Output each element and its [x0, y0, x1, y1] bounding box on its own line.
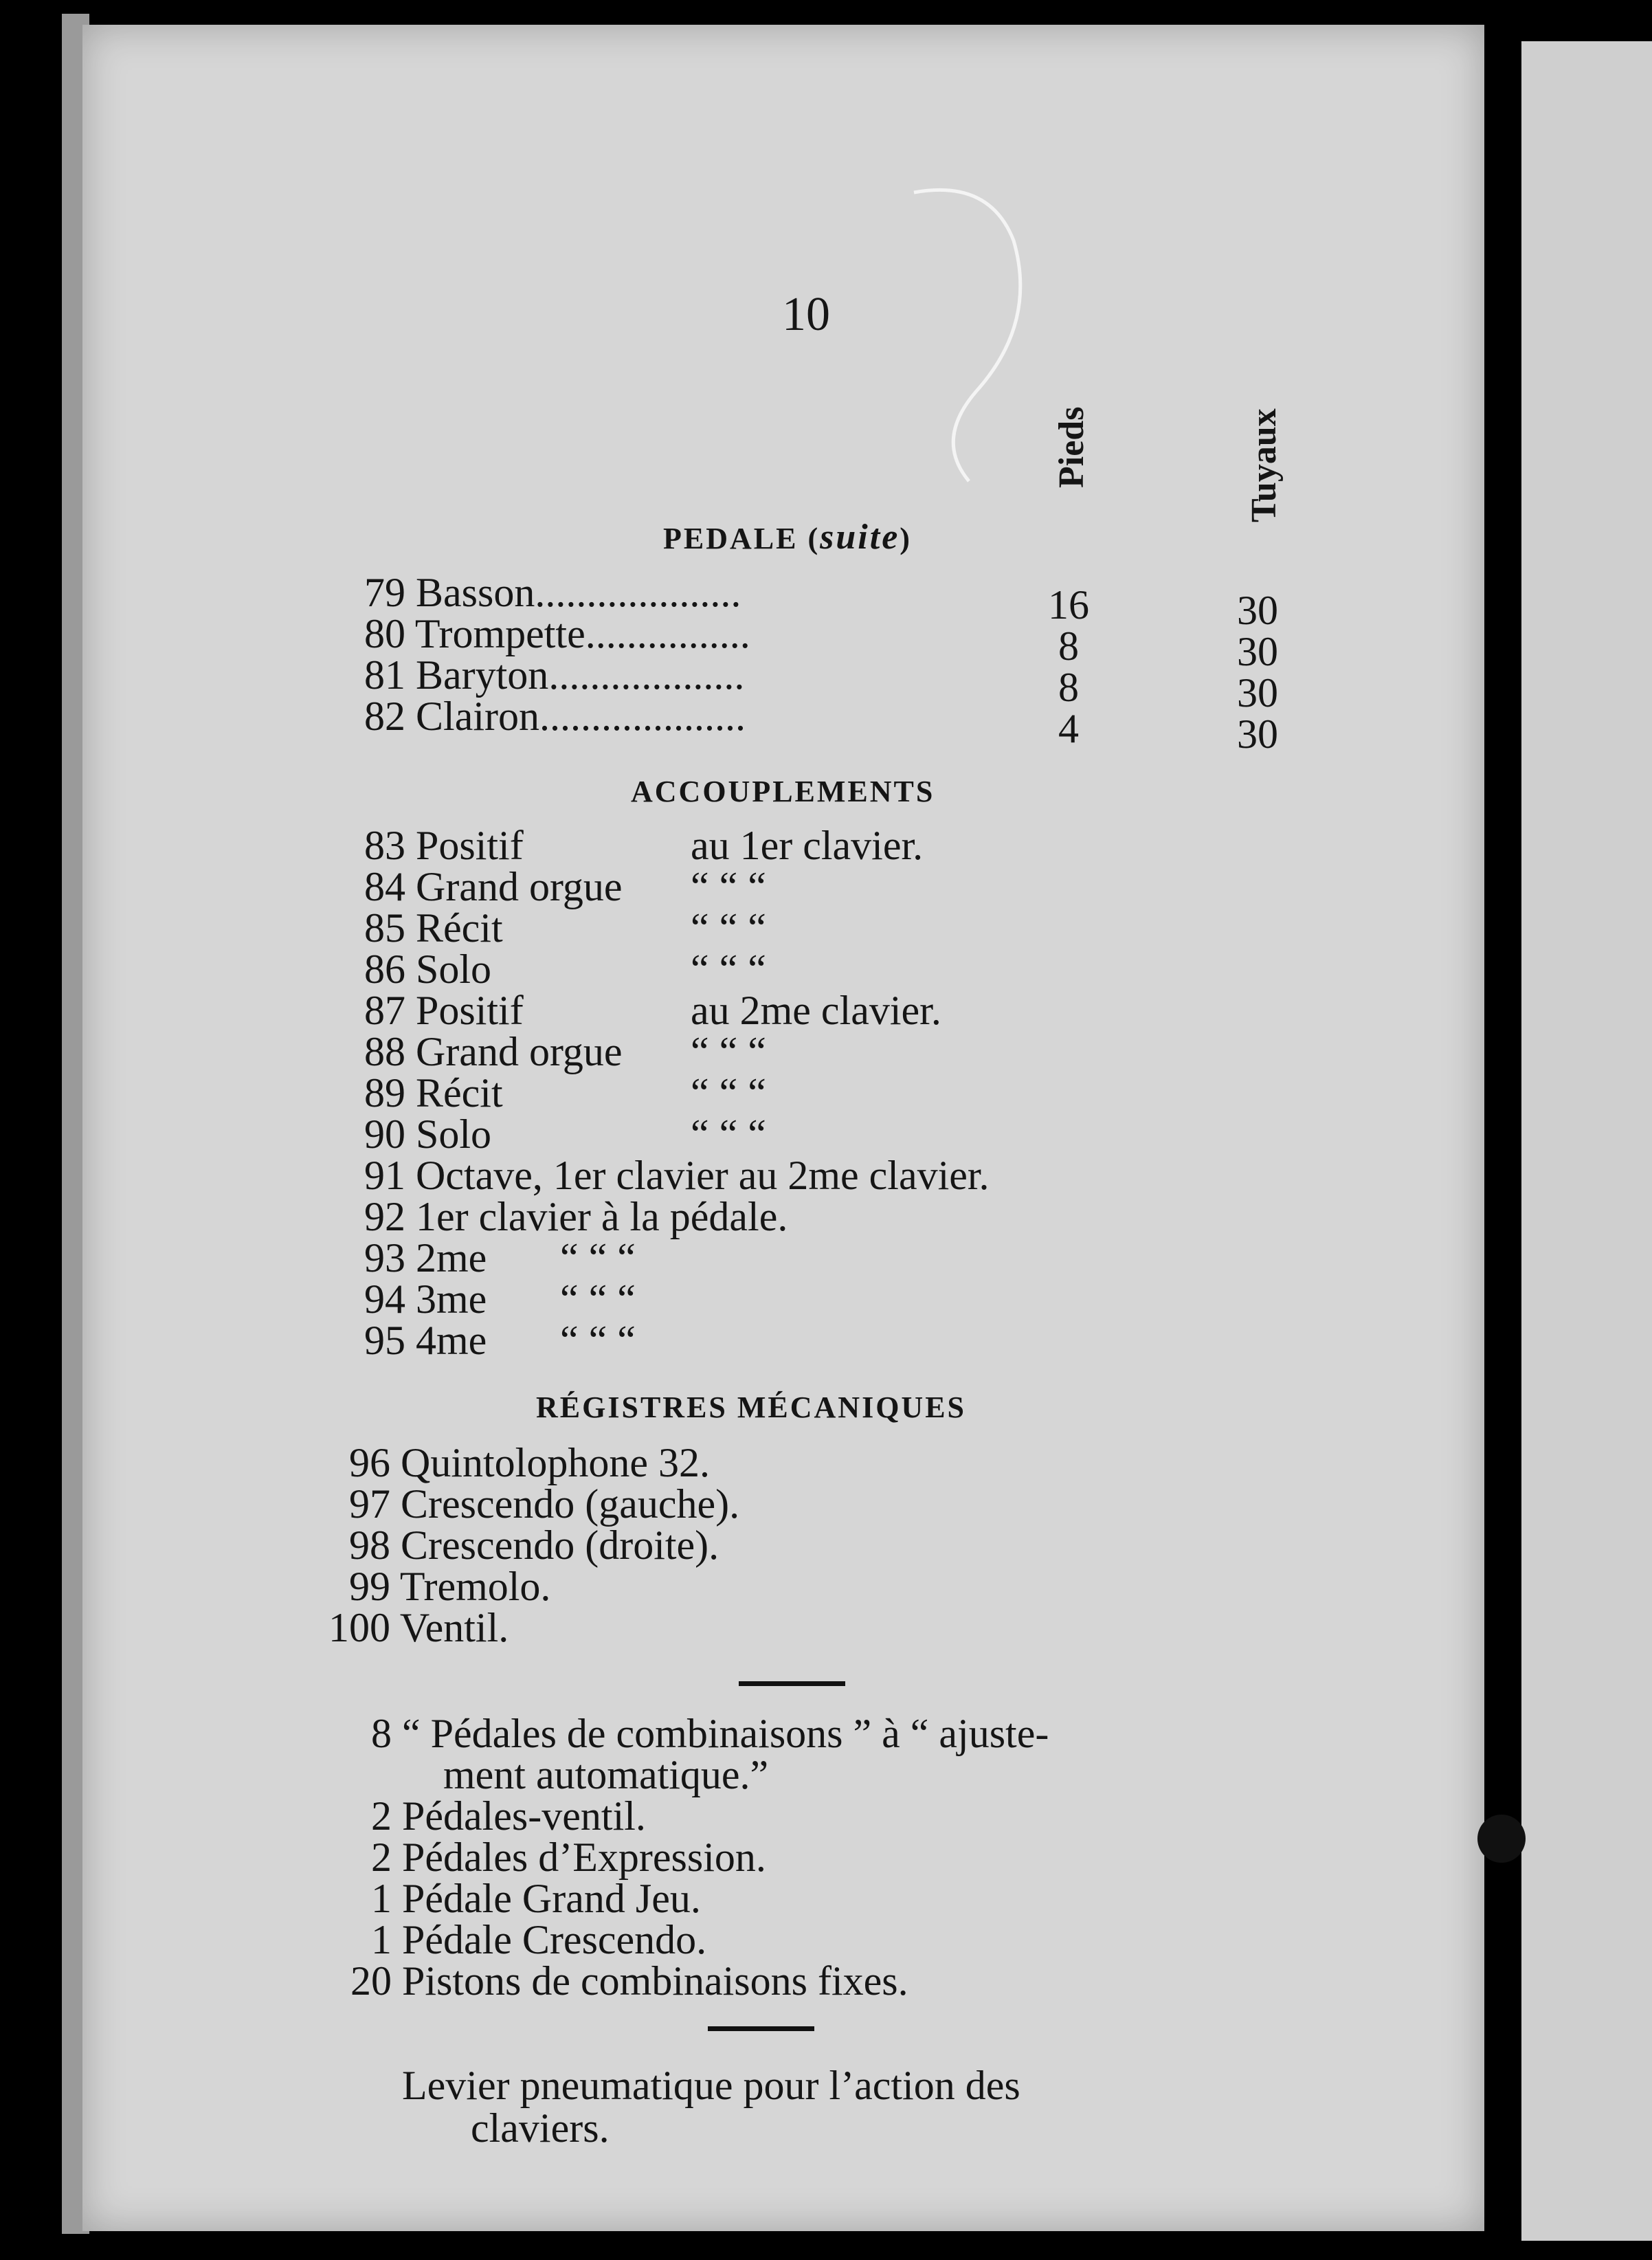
- coupler-name: Grand orgue: [416, 1029, 623, 1074]
- accessories-list: [337, 1713, 1049, 2002]
- accessory-text: ment automatique.”: [443, 1752, 769, 1797]
- accessory-row: [337, 1960, 1049, 2002]
- facing-page-strip: [1521, 41, 1652, 2241]
- coupler-row: [350, 946, 990, 992]
- coupler-detail: “ “ “: [691, 1070, 766, 1116]
- register-row: [328, 1483, 739, 1525]
- accessory-row: [337, 1919, 1049, 1960]
- coupler-detail: “ “ “: [560, 1318, 636, 1363]
- section-heading-pedale: PEDALE (suite): [663, 518, 912, 557]
- stop-row: [357, 654, 750, 696]
- footer-note-line2: claviers.: [471, 2105, 610, 2151]
- feet-value: 16: [1048, 582, 1089, 628]
- coupler-detail: “ “ “: [691, 864, 766, 909]
- coupler-number: 89: [364, 1070, 405, 1116]
- accessory-text: Pédales-ventil.: [402, 1793, 646, 1839]
- section-heading-registres: RÉGISTRES MÉCANIQUES: [536, 1391, 967, 1424]
- register-row: [328, 1522, 739, 1568]
- coupler-name: 1er clavier à la pédale.: [416, 1194, 788, 1239]
- coupler-number: 90: [364, 1111, 405, 1157]
- register-number: 99: [349, 1564, 390, 1609]
- register-name: Crescendo (gauche).: [401, 1481, 740, 1527]
- coupler-row: [350, 1278, 990, 1320]
- register-row: [328, 1607, 739, 1648]
- accessory-row: [337, 1837, 1049, 1878]
- coupler-name: 4me: [416, 1318, 487, 1363]
- accouplements-list: [350, 825, 990, 1361]
- accessory-text: Pédale Crescendo.: [402, 1917, 707, 1962]
- coupler-number: 93: [364, 1235, 405, 1281]
- stop-row: [357, 572, 750, 613]
- coupler-row: [350, 907, 990, 949]
- leader-dots: ....................: [535, 570, 741, 615]
- pipes-value: 30: [1237, 588, 1278, 633]
- pencil-mark: [893, 186, 1045, 488]
- coupler-name: Grand orgue: [416, 864, 623, 909]
- accessory-quantity: 1: [371, 1917, 392, 1962]
- stop-name: Clairon: [416, 694, 539, 739]
- accessory-text: “ Pédales de combinaisons ” à “ ajuste-: [402, 1711, 1049, 1756]
- register-name: Crescendo (droite).: [401, 1522, 719, 1568]
- leader-dots: ................: [585, 611, 750, 656]
- register-number: 98: [349, 1522, 390, 1568]
- stop-name: Baryton: [416, 652, 549, 698]
- coupler-number: 87: [364, 988, 405, 1033]
- register-number: 100: [328, 1605, 390, 1650]
- accessory-quantity: 20: [350, 1958, 392, 2004]
- coupler-number: 88: [364, 1029, 405, 1074]
- accessory-row: [337, 1878, 1049, 1919]
- coupler-detail: “ “ “: [691, 1029, 766, 1074]
- section-divider: [739, 1681, 845, 1686]
- pipes-value: 30: [1237, 629, 1278, 674]
- stop-name: Trompette: [414, 611, 585, 656]
- coupler-detail: “ “ “: [560, 1276, 636, 1322]
- feet-value: 8: [1058, 665, 1079, 710]
- accessory-text: Pédale Grand Jeu.: [402, 1876, 701, 1921]
- coupler-detail: au 2me clavier.: [691, 988, 941, 1033]
- stop-number: 79: [364, 570, 405, 615]
- accessory-quantity: 1: [371, 1876, 392, 1921]
- coupler-number: 91: [364, 1153, 405, 1198]
- column-header-tuyaux: Tuyaux: [1244, 408, 1284, 522]
- feet-value: 8: [1058, 623, 1079, 669]
- coupler-name: 3me: [416, 1276, 487, 1322]
- coupler-number: 86: [364, 946, 405, 992]
- register-row: [328, 1566, 739, 1607]
- coupler-number: 84: [364, 864, 405, 909]
- pipes-value: 30: [1237, 670, 1278, 716]
- binding-clip: [1477, 1815, 1526, 1863]
- heading-pedale-text: PEDALE: [663, 522, 799, 555]
- coupler-row: [350, 1031, 990, 1072]
- coupler-row: [350, 1235, 990, 1281]
- coupler-row: [350, 1320, 990, 1361]
- coupler-name: 2me: [416, 1235, 487, 1281]
- feet-column: [1034, 584, 1103, 749]
- footer-note-line1: Levier pneumatique pour l’action des: [402, 2063, 1020, 2108]
- register-name: Ventil.: [399, 1605, 509, 1650]
- register-name: Quintolophone 32.: [401, 1440, 710, 1485]
- register-number: 96: [349, 1440, 390, 1485]
- coupler-row: [350, 990, 990, 1031]
- coupler-name: Récit: [416, 1070, 503, 1116]
- coupler-name: Positif: [416, 988, 524, 1033]
- coupler-name: Solo: [416, 1111, 492, 1157]
- pipes-column: [1223, 590, 1292, 755]
- coupler-number: 94: [364, 1276, 405, 1322]
- column-header-pieds: Pieds: [1052, 406, 1091, 488]
- leader-dots: ...................: [548, 652, 745, 698]
- coupler-number: 92: [364, 1194, 405, 1239]
- page-number: 10: [782, 288, 830, 341]
- coupler-row: [350, 866, 990, 907]
- coupler-detail: “ “ “: [560, 1235, 636, 1281]
- coupler-detail: au 1er clavier.: [691, 823, 924, 868]
- coupler-row: [350, 825, 990, 866]
- coupler-detail: “ “ “: [691, 1111, 766, 1157]
- register-name: Tremolo.: [399, 1564, 551, 1609]
- coupler-number: 85: [364, 905, 405, 951]
- accessory-text: Pistons de combinaisons fixes.: [402, 1958, 908, 2004]
- accessory-text: Pédales d’Expression.: [402, 1835, 766, 1880]
- register-row: [328, 1442, 739, 1483]
- coupler-detail: “ “ “: [691, 905, 766, 951]
- stop-number: 82: [364, 694, 405, 739]
- stop-number: 81: [364, 652, 405, 698]
- accessory-quantity: 2: [371, 1835, 392, 1880]
- coupler-name: Positif: [416, 823, 524, 868]
- registres-list: [328, 1442, 739, 1648]
- coupler-row: [350, 1072, 990, 1114]
- accessory-quantity: 8: [371, 1711, 392, 1756]
- stop-row: [357, 613, 750, 654]
- heading-pedale-suffix: suite: [820, 518, 900, 557]
- stop-name: Basson: [416, 570, 535, 615]
- coupler-row: [350, 1111, 990, 1157]
- coupler-name: Récit: [416, 905, 503, 951]
- coupler-detail: “ “ “: [691, 946, 766, 992]
- coupler-row: [350, 1155, 990, 1196]
- coupler-row: [350, 1196, 990, 1237]
- accessory-quantity: 2: [371, 1793, 392, 1839]
- stop-number: 80: [364, 611, 405, 656]
- coupler-name: Solo: [416, 946, 492, 992]
- register-number: 97: [349, 1481, 390, 1527]
- feet-value: 4: [1058, 706, 1079, 751]
- stop-row: [357, 696, 750, 737]
- section-divider: [708, 2026, 814, 2031]
- pedale-list: [357, 572, 750, 737]
- coupler-name: Octave, 1er clavier au 2me clavier.: [416, 1153, 990, 1198]
- accessory-row: [337, 1795, 1049, 1837]
- coupler-number: 95: [364, 1318, 405, 1363]
- pipes-value: 30: [1237, 711, 1278, 757]
- leader-dots: ....................: [539, 694, 746, 739]
- coupler-number: 83: [364, 823, 405, 868]
- accessory-row: [337, 1754, 1049, 1795]
- accessory-row: [337, 1713, 1049, 1754]
- section-heading-accouplements: ACCOUPLEMENTS: [631, 775, 935, 808]
